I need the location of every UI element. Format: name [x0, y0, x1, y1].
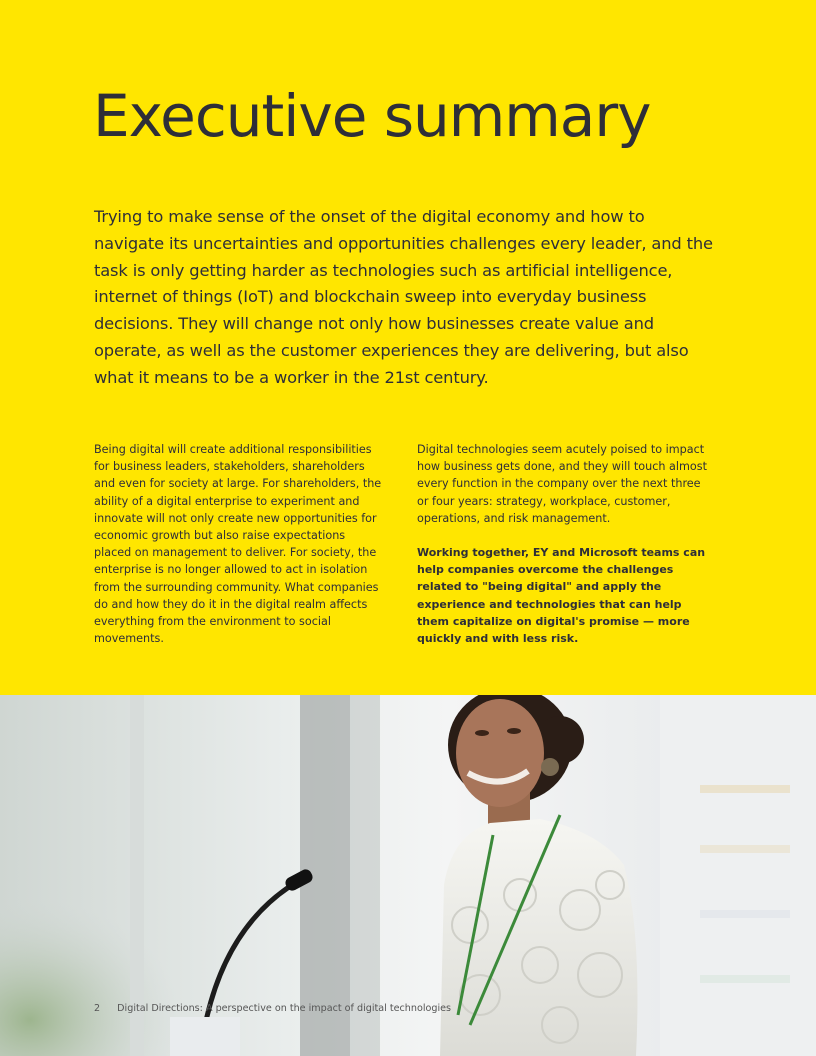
lead-paragraph: Trying to make sense of the onset of the digital economy and how to navigate its uncertainties and opportunities challenges every leader, and the task is only getting harder as technologies such as artificial intelligence, internet of things (IoT) and blockchain sweep into everyday business decisions. They will change not only how businesses create value and operate, as well as the customer experiences they are delivering, but also what it means to be a worker in the 21st century. [94, 207, 713, 387]
right-column-paragraph: Digital technologies seem acutely poised to impact how business gets done, and they will touch almost every function in the company over the next three or four years: strategy, workplace, customer, operations, and risk management. [417, 443, 707, 525]
page-title: Executive summary [93, 82, 651, 150]
speaker-photo [0, 695, 816, 1056]
right-column [417, 441, 707, 664]
page-number: 2 [94, 1003, 101, 1014]
page-footer [94, 1003, 451, 1014]
footer-text: Digital Directions: A perspective on the impact of digital technologies [117, 1003, 452, 1014]
right-column-highlight: Working together, EY and Microsoft teams can help companies overcome the challenges related to "being digital" and apply the experience and technologies that can help them capitalize on digital's promise — more quickly and with less risk. [417, 546, 706, 646]
speaker-photo-illustration [0, 695, 816, 1056]
left-column [94, 441, 384, 664]
left-column-paragraph: Being digital will create additional responsibilities for business leaders, stakeholders, shareholders and even for society at large. For shareholders, the ability of a digital enterprise to experiment and innovate will not only create new opportunities for economic growth but also raise expectations placed on management to deliver. For society, the enterprise is no longer allowed to act in isolation from the surrounding community. What companies do and how they do it in the digital realm affects everything from the environment to social movements. [94, 443, 382, 646]
